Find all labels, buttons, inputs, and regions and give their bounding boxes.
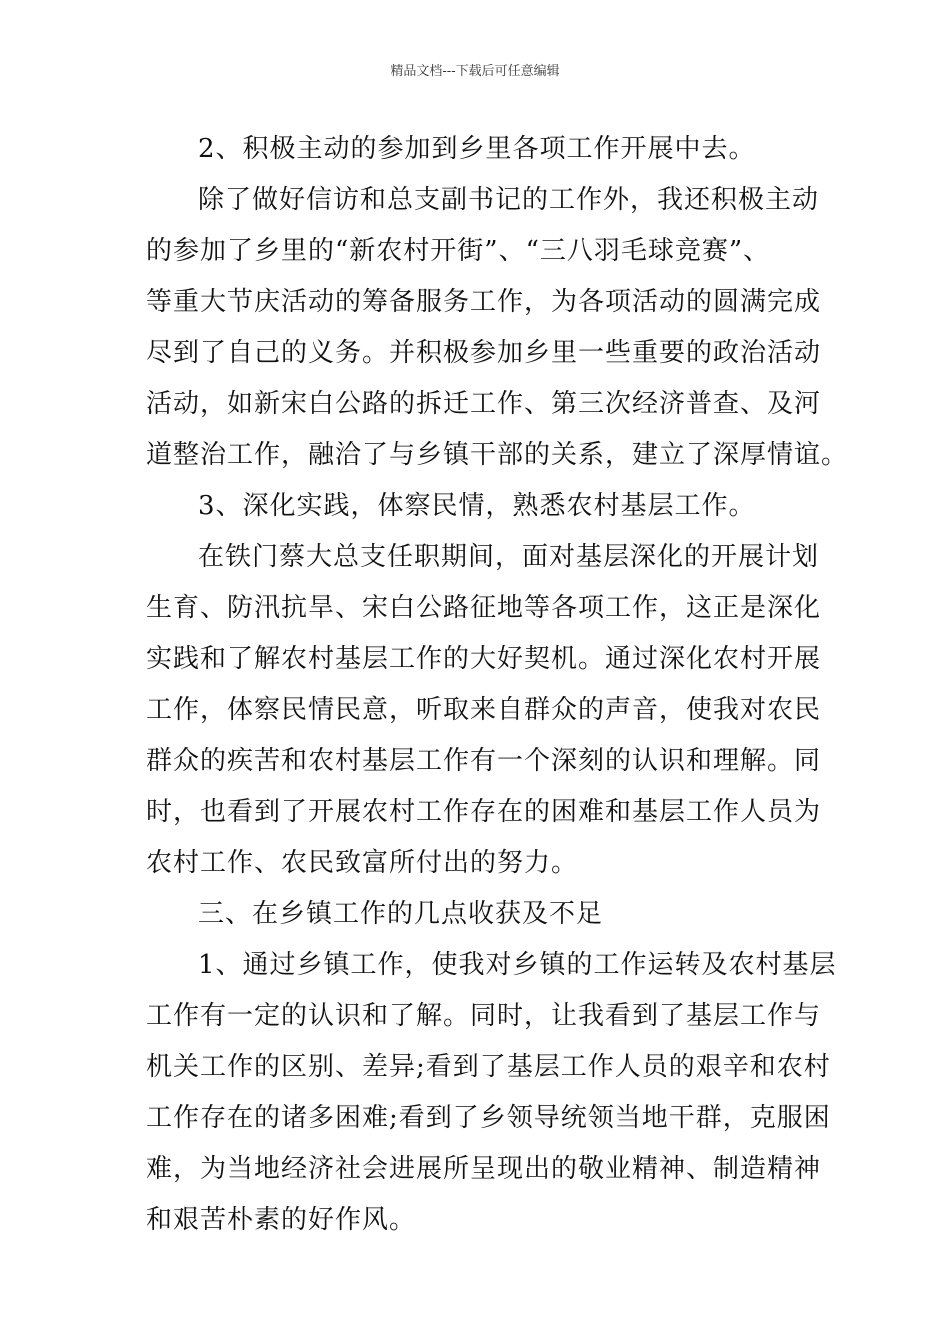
paragraph-line: 难，为当地经济社会进展所呈现出的敬业精神、制造精神	[146, 1154, 822, 1184]
page-header: 精品文档---下载后可任意编辑	[390, 64, 560, 79]
paragraph-line: 生育、防汛抗旱、宋白公路征地等各项工作，这正是深化	[146, 593, 822, 623]
paragraph-line: 尽到了自己的义务。并积极参加乡里一些重要的政治活动	[146, 338, 822, 368]
section-heading-2: 2、积极主动的参加到乡里各项工作开展中去。	[198, 134, 756, 164]
paragraph-line: 和艰苦朴素的好作风。	[146, 1205, 417, 1235]
paragraph-line: 在铁门蔡大总支任职期间，面对基层深化的开展计划	[198, 542, 820, 572]
paragraph-line: 的参加了乡里的“新农村开街”、“三八羽毛球竞赛”、	[146, 236, 771, 266]
paragraph-line: 实践和了解农村基层工作的大好契机。通过深化农村开展	[146, 644, 822, 674]
paragraph-line: 等重大节庆活动的筹备服务工作，为各项活动的圆满完成	[146, 287, 822, 317]
paragraph-line: 工作，体察民情民意，听取来自群众的声音，使我对农民	[146, 695, 822, 725]
paragraph-line: 群众的疾苦和农村基层工作有一个深刻的认识和理解。同	[146, 746, 822, 776]
paragraph-line: 除了做好信访和总支副书记的工作外，我还积极主动	[198, 185, 820, 215]
paragraph-line: 活动，如新宋白公路的拆迁工作、第三次经济普查、及河	[146, 389, 822, 419]
section-heading-3: 3、深化实践，体察民情，熟悉农村基层工作。	[198, 491, 756, 521]
paragraph-line: 工作存在的诸多困难;看到了乡领导统领当地干群，克服困	[146, 1103, 831, 1133]
section-heading-three: 三、在乡镇工作的几点收获及不足	[198, 899, 604, 929]
paragraph-line: 时，也看到了开展农村工作存在的困难和基层工作人员为	[146, 797, 822, 827]
paragraph-line: 农村工作、农民致富所付出的努力。	[146, 848, 579, 878]
document-body	[146, 124, 849, 1246]
paragraph-line: 1、通过乡镇工作，使我对乡镇的工作运转及农村基层	[198, 950, 837, 980]
paragraph-line: 机关工作的区别、差异;看到了基层工作人员的艰辛和农村	[146, 1052, 831, 1082]
paragraph-line: 工作有一定的认识和了解。同时，让我看到了基层工作与	[146, 1001, 822, 1031]
paragraph-line: 道整治工作，融洽了与乡镇干部的关系，建立了深厚情谊。	[146, 440, 849, 470]
